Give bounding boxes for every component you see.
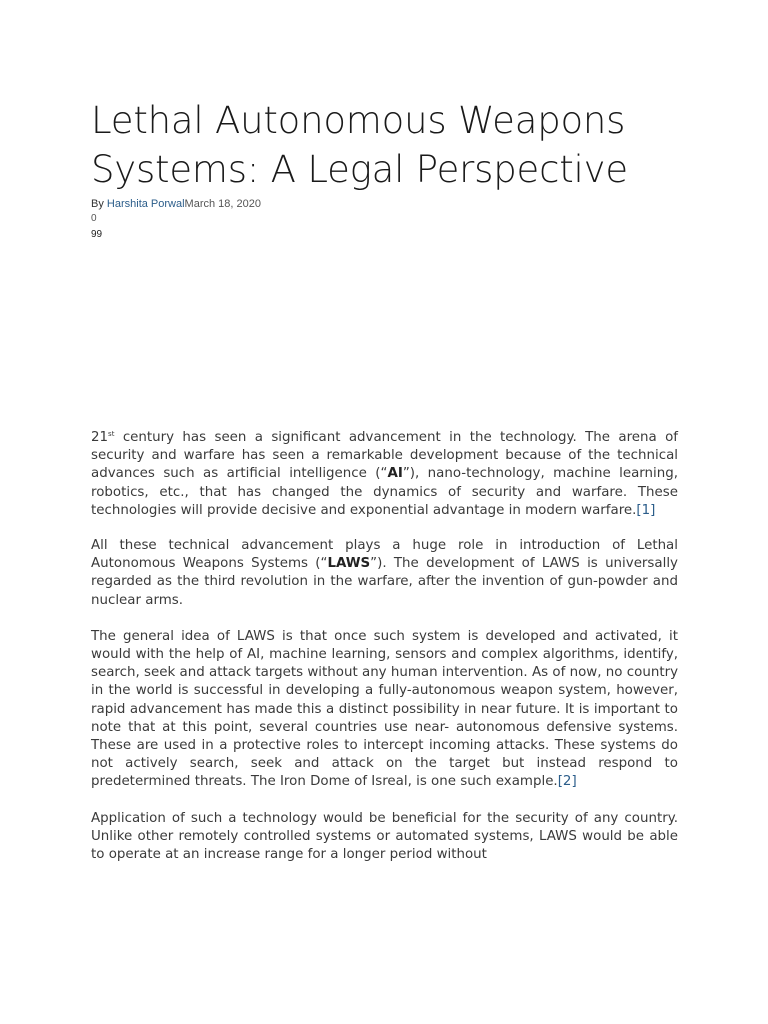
term-laws: LAWS (327, 556, 371, 572)
comments-count[interactable]: 0 (91, 213, 97, 224)
author-link[interactable]: Harshita Porwal (106, 198, 185, 210)
footnote-ref-1[interactable]: [1] (636, 502, 656, 518)
paragraph-4: Application of such a technology would be beneficial for the security of any country. Unlike other remotely controlled systems or automated systems, LAWS would be able to operate at an increase range for a longer period without (91, 810, 678, 863)
article-byline (91, 198, 261, 211)
article-body (91, 429, 678, 882)
byline-by-label: By (91, 198, 107, 210)
article-title: Lethal Autonomous Weapons Systems: A Legal Perspective (91, 99, 628, 191)
paragraph-1: 21st century has seen a significant advancement in the technology. The arena of security and warfare has seen a remarkable development because of the technical advances such as artificial intelligence (“AI”), nano-technology, machine learning, robotics, etc., that has changed the dynamics of security and warfare. These technologies will provide decisive and exponential advantage in modern warfare.[1] (91, 430, 678, 518)
footnote-ref-2[interactable]: [2] (557, 774, 577, 790)
publish-date: March 18, 2020 (184, 198, 261, 210)
ordinal-suffix: st (108, 430, 115, 438)
paragraph-2: All these technical advancement plays a huge role in introduction of Lethal Autonomous Weapons Systems (“LAWS”). The development of LAWS is universally regarded as the third revolution in the warfare, after the invention of gun-powder and nuclear arms. (91, 538, 678, 608)
paragraph-3: The general idea of LAWS is that once such system is developed and activated, it would with the help of AI, machine learning, sensors and complex algorithms, identify, search, seek and attack targets without any human intervention. As of now, no country in the world is successful in developing a fully-autonomous weapon system, however, rapid advancement has made this a distinct possibility in near future. It is important to note that at this point, several countries use near- autonomous defensive systems. These are used in a protective roles to intercept incoming attacks. These systems do not actively search, seek and attack on the target but instead respond to predetermined threats. The Iron Dome of Isreal, is one such example.[2] (91, 628, 678, 790)
shares-count[interactable]: 99 (91, 229, 103, 240)
term-ai: AI (387, 466, 403, 482)
